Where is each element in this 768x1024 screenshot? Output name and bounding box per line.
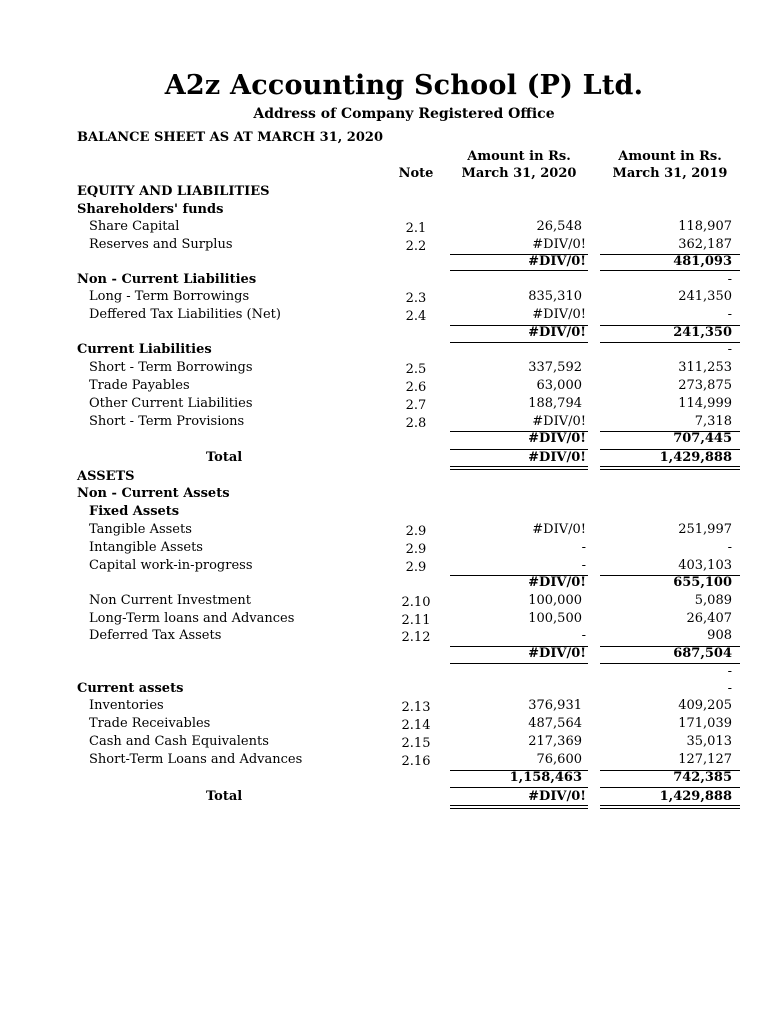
note-number: 2.14 <box>401 718 431 733</box>
section-heading-row <box>0 183 768 201</box>
amount-2019: 655,100 <box>673 575 732 590</box>
amount-2019: 1,429,888 <box>659 450 732 465</box>
statement-title: BALANCE SHEET AS AT MARCH 31, 2020 <box>77 130 383 145</box>
table-row <box>0 557 768 575</box>
underline-rule <box>450 254 588 255</box>
amount-2020: 217,369 <box>528 734 582 749</box>
amount-2019: 311,253 <box>678 360 732 375</box>
amount-2020: #DIV/0! <box>532 414 586 429</box>
note-number: 2.3 <box>405 291 427 306</box>
previous-year-header-line2: March 31, 2019 <box>612 166 728 181</box>
amount-2020: - <box>581 540 586 555</box>
note-number: 2.9 <box>405 524 427 539</box>
amount-2020: 376,931 <box>528 698 582 713</box>
row-label: Trade Payables <box>89 378 190 393</box>
amount-2019: 114,999 <box>678 396 732 411</box>
note-number: 2.9 <box>405 560 427 575</box>
amount-2019: 1,429,888 <box>659 789 732 804</box>
row-label: Non - Current Assets <box>77 486 230 501</box>
table-row <box>0 592 768 610</box>
underline-rule <box>600 646 740 647</box>
amount-2020: 188,794 <box>528 396 582 411</box>
double-underline-rule <box>600 805 740 806</box>
row-label: Short - Term Provisions <box>89 414 245 429</box>
table-row <box>0 395 768 413</box>
amount-2019: 118,907 <box>678 219 732 234</box>
amount-2019: - <box>727 307 732 322</box>
table-row <box>0 218 768 236</box>
row-label: Current assets <box>77 681 184 696</box>
amount-2020: 100,500 <box>528 611 582 626</box>
row-label: Other Current Liabilities <box>89 396 253 411</box>
row-label: Cash and Cash Equivalents <box>89 734 269 749</box>
underline-rule <box>450 787 588 788</box>
section-heading-row <box>0 271 768 289</box>
subtotal-row <box>0 788 768 806</box>
row-label: Total <box>206 450 243 465</box>
row-label: Non Current Investment <box>89 593 251 608</box>
amount-2020: 487,564 <box>528 716 582 731</box>
note-number: 2.7 <box>405 398 427 413</box>
row-label: Trade Receivables <box>89 716 211 731</box>
row-label: Shareholders' funds <box>77 202 224 217</box>
amount-2019: 35,013 <box>686 734 732 749</box>
underline-rule <box>600 663 740 664</box>
underline-rule <box>600 325 740 326</box>
amount-2020: 76,600 <box>536 752 582 767</box>
double-underline-rule <box>450 466 588 467</box>
table-row <box>0 539 768 557</box>
amount-2019: 7,318 <box>694 414 732 429</box>
row-label: Fixed Assets <box>89 504 180 519</box>
table-row <box>0 377 768 395</box>
amount-2020: 337,592 <box>528 360 582 375</box>
company-name: A2z Accounting School (P) Ltd. <box>164 70 644 101</box>
underline-rule <box>450 575 588 576</box>
underline-rule <box>600 575 740 576</box>
note-number: 2.4 <box>405 309 427 324</box>
row-label: Non - Current Liabilities <box>77 272 257 287</box>
amount-2019: 409,205 <box>678 698 732 713</box>
amount-2020: #DIV/0! <box>528 254 586 269</box>
row-label: Long - Term Borrowings <box>89 289 250 304</box>
double-underline-rule <box>450 469 588 470</box>
row-label: Capital work-in-progress <box>89 558 253 573</box>
row-label: Short - Term Borrowings <box>89 360 253 375</box>
note-number: 2.6 <box>405 380 427 395</box>
amount-2019: 241,350 <box>678 289 732 304</box>
table-row <box>0 733 768 751</box>
row-label: Long-Term loans and Advances <box>89 611 295 626</box>
note-number: 2.9 <box>405 542 427 557</box>
underline-rule <box>600 770 740 771</box>
underline-rule <box>600 270 740 271</box>
table-row <box>0 715 768 733</box>
subtotal-row <box>0 324 768 342</box>
table-row <box>0 306 768 324</box>
row-label: Intangible Assets <box>89 540 203 555</box>
underline-rule <box>600 431 740 432</box>
table-row <box>0 697 768 715</box>
amount-2019: 403,103 <box>678 558 732 573</box>
table-row <box>0 521 768 539</box>
table-row <box>0 413 768 431</box>
underline-rule <box>450 325 588 326</box>
amount-2020: #DIV/0! <box>532 237 586 252</box>
previous-year-header-line1: Amount in Rs. <box>618 149 722 164</box>
row-label: Deferred Tax Assets <box>89 628 222 643</box>
amount-2019: 171,039 <box>678 716 732 731</box>
row-label: Current Liabilities <box>77 342 212 357</box>
amount-2019: 127,127 <box>678 752 732 767</box>
subtotal-row <box>0 769 768 787</box>
underline-rule <box>600 449 740 450</box>
current-year-header-line1: Amount in Rs. <box>467 149 571 164</box>
underline-rule <box>600 342 740 343</box>
amount-2019: 241,350 <box>673 325 732 340</box>
note-number: 2.12 <box>401 630 431 645</box>
underline-rule <box>450 646 588 647</box>
table-row <box>0 236 768 254</box>
amount-2020: #DIV/0! <box>532 522 586 537</box>
double-underline-rule <box>600 466 740 467</box>
amount-2019: 273,875 <box>678 378 732 393</box>
amount-2020: 835,310 <box>528 289 582 304</box>
underline-rule <box>450 270 588 271</box>
amount-2019: 26,407 <box>686 611 732 626</box>
amount-2020: #DIV/0! <box>528 575 586 590</box>
amount-2019: - <box>727 664 732 679</box>
underline-rule <box>600 254 740 255</box>
table-row <box>0 627 768 645</box>
amount-2020: #DIV/0! <box>528 450 586 465</box>
table-row <box>0 751 768 769</box>
amount-2019: 687,504 <box>673 646 732 661</box>
row-label: EQUITY AND LIABILITIES <box>77 184 270 199</box>
amount-2020: 63,000 <box>536 378 582 393</box>
amount-2020: #DIV/0! <box>532 307 586 322</box>
amount-2019: - <box>727 342 732 357</box>
amount-2019: 5,089 <box>694 593 732 608</box>
amount-2020: 100,000 <box>528 593 582 608</box>
note-number: 2.16 <box>401 754 431 769</box>
amount-2020: - <box>581 628 586 643</box>
note-number: 2.13 <box>401 700 431 715</box>
section-heading-row <box>0 485 768 503</box>
row-label: ASSETS <box>77 469 135 484</box>
section-heading-row <box>0 468 768 486</box>
underline-rule <box>600 787 740 788</box>
double-underline-rule <box>600 808 740 809</box>
section-heading-row <box>0 201 768 219</box>
note-number: 2.15 <box>401 736 431 751</box>
amount-2020: #DIV/0! <box>528 789 586 804</box>
underline-rule <box>450 431 588 432</box>
table-row <box>0 610 768 628</box>
amount-2019: 362,187 <box>678 237 732 252</box>
row-label: Total <box>206 789 243 804</box>
amount-2020: - <box>581 558 586 573</box>
amount-2019: - <box>727 540 732 555</box>
table-row <box>0 359 768 377</box>
note-number: 2.8 <box>405 416 427 431</box>
amount-2020: #DIV/0! <box>528 431 586 446</box>
row-label: Reserves and Surplus <box>89 237 233 252</box>
amount-2019: 742,385 <box>673 770 732 785</box>
underline-rule <box>450 663 588 664</box>
row-label: Inventories <box>89 698 164 713</box>
note-number: 2.5 <box>405 362 427 377</box>
double-underline-rule <box>450 805 588 806</box>
note-number: 2.10 <box>401 595 431 610</box>
amount-2020: #DIV/0! <box>528 646 586 661</box>
subtotal-row <box>0 449 768 467</box>
section-heading-row <box>0 503 768 521</box>
note-number: 2.1 <box>405 221 427 236</box>
section-heading-row <box>0 341 768 359</box>
amount-2019: - <box>727 272 732 287</box>
section-heading-row <box>0 680 768 698</box>
row-label: Tangible Assets <box>89 522 192 537</box>
table-row <box>0 663 768 681</box>
underline-rule <box>450 342 588 343</box>
amount-2020: #DIV/0! <box>528 325 586 340</box>
amount-2019: 908 <box>707 628 732 643</box>
amount-2019: - <box>727 681 732 696</box>
row-label: Share Capital <box>89 219 180 234</box>
subtotal-row <box>0 430 768 448</box>
table-row <box>0 288 768 306</box>
row-label: Short-Term Loans and Advances <box>89 752 303 767</box>
underline-rule <box>450 449 588 450</box>
double-underline-rule <box>450 808 588 809</box>
amount-2019: 481,093 <box>673 254 732 269</box>
company-address: Address of Company Registered Office <box>253 106 555 122</box>
subtotal-row <box>0 253 768 271</box>
note-number: 2.11 <box>401 613 431 628</box>
subtotal-row <box>0 574 768 592</box>
subtotal-row <box>0 645 768 663</box>
row-label: Deffered Tax Liabilities (Net) <box>89 307 281 322</box>
note-header-label: Note <box>398 166 434 181</box>
double-underline-rule <box>600 469 740 470</box>
current-year-header-line2: March 31, 2020 <box>461 166 577 181</box>
underline-rule <box>450 770 588 771</box>
amount-2020: 26,548 <box>536 219 582 234</box>
amount-2019: 707,445 <box>673 431 732 446</box>
note-number: 2.2 <box>405 239 427 254</box>
amount-2020: 1,158,463 <box>509 770 582 785</box>
amount-2019: 251,997 <box>678 522 732 537</box>
